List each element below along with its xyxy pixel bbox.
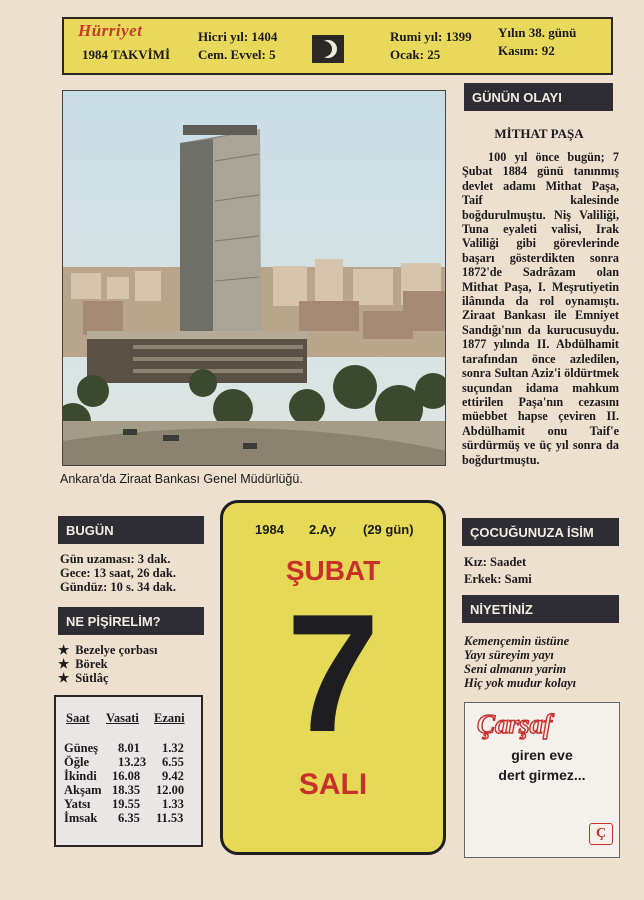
calendar-weekday: SALI <box>298 768 368 801</box>
newspaper-logo: Hürriyet <box>78 21 143 40</box>
fortune-poem <box>464 634 576 690</box>
calendar-year: 1984 <box>255 522 284 537</box>
prayer-vasati: 18.35 <box>112 783 141 797</box>
prayer-vasati: 6.35 <box>118 811 140 825</box>
calendar-month-number: 2.Ay <box>309 522 336 537</box>
night-length: Gece: 13 saat, 26 dak. <box>60 566 176 580</box>
crescent-moon-icon <box>312 35 344 63</box>
girl-name: Kız: Saadet <box>464 555 527 569</box>
ad-corner-logo: Ç <box>589 823 613 845</box>
calendar-day-card <box>220 500 446 855</box>
hicri-year: Hicri yıl: 1404 <box>198 29 278 44</box>
prayer-ezani: 1.32 <box>162 741 184 755</box>
prayer-ezani: 11.53 <box>156 811 184 825</box>
daytime-length: Gündüz: 10 s. 34 dak. <box>60 580 177 594</box>
ziraat-bank-photo <box>62 90 446 466</box>
ad-slogan-line: giren eve <box>511 747 573 763</box>
calendar-header <box>62 17 613 75</box>
kasim-day: Kasım: 92 <box>498 43 555 58</box>
prayer-ezani: 9.42 <box>162 769 184 783</box>
prayer-vasati: 16.08 <box>112 769 141 783</box>
star-icon: ★ <box>58 643 70 657</box>
poem-line: Hiç yok mudur kolayı <box>464 676 577 690</box>
prayer-vasati: 19.55 <box>112 797 141 811</box>
rumi-year: Rumi yıl: 1399 <box>390 29 472 44</box>
event-title: MİTHAT PAŞA <box>494 126 584 141</box>
menu-item: ★ Sütlâç <box>58 671 109 685</box>
calendar-day-number: 7 <box>286 579 380 767</box>
ocak-day: Ocak: 25 <box>390 47 441 62</box>
menu-item: ★ Börek <box>58 657 108 671</box>
prayer-name: İkindi <box>64 769 97 783</box>
bugun-label: BUGÜN <box>58 516 204 544</box>
ad-brand-logo: Çarşaf <box>477 709 553 739</box>
prayer-name: Akşam <box>64 783 102 797</box>
photo-caption: Ankara'da Ziraat Bankası Genel Müdürlüğü. <box>60 472 303 486</box>
prayer-vasati: 13.23 <box>118 755 147 769</box>
prayer-name: Yatsı <box>64 797 91 811</box>
prayer-name: Öğle <box>64 755 89 769</box>
ne-pisirelim-label: NE PİŞİRELİM? <box>58 607 204 635</box>
takvim-title: 1984 TAKVİMİ <box>82 47 170 62</box>
calendar-month-days: (29 gün) <box>363 522 414 537</box>
event-text: 100 yıl önce bugün; 7 Şubat 1884 günü tanınmış devlet adamı Mithat Paşa, Taif kalesinde boğdurulmuştu. Niş Valiliği, Tuna eyaleti valisi, Irak Valiliği gibi görevlerinde başarı gösterdikten sonra 1872'de Sadrâzam olan Mithat Paşa, I. Meşrutiyetin ilânında da rol oynamıştı. Ziraat Bankası ile Emniyet Sandığı'nın da kurucusuydu. 1877 yılında II. Abdülhamit tarafından önce azledilen, sonra Sultan Aziz'i öldürtmek suçundan idama mahkum ettirilen Paşa'nın cezasını müebbet hapse çeviren II. Abdülhamit onu Taif'e sürdürmüş ve üç yıl sonra da boğdurtmuştu. <box>462 150 619 467</box>
day-lengthening: Gün uzaması: 3 dak. <box>60 552 171 566</box>
star-icon: ★ <box>58 671 70 685</box>
cemre-evvel: Cem. Evvel: 5 <box>198 47 276 62</box>
star-icon: ★ <box>58 657 70 671</box>
gunun-olayi-label: GÜNÜN OLAYI <box>464 83 613 111</box>
carsaf-advertisement <box>464 702 620 858</box>
day-of-year: Yılın 38. günü <box>498 25 577 40</box>
niyetiniz-label: NİYETİNİZ <box>462 595 619 623</box>
prayer-times-table <box>54 695 203 847</box>
prayer-ezani: 12.00 <box>156 783 185 797</box>
boy-name: Erkek: Sami <box>464 572 532 586</box>
poem-line: Seni almanın yarim <box>464 662 567 676</box>
col-header-ezani: Ezani <box>154 711 185 725</box>
col-header-vasati: Vasati <box>106 711 139 725</box>
prayer-vasati: 8.01 <box>118 741 140 755</box>
menu-item: ★ Bezelye çorbası <box>58 643 158 657</box>
ad-slogan-line: dert girmez... <box>498 767 586 783</box>
poem-line: Yayı süreyim yayı <box>464 648 554 662</box>
prayer-name: Güneş <box>64 741 99 755</box>
poem-line: Kemençemin üstüne <box>464 634 570 648</box>
prayer-ezani: 6.55 <box>162 755 184 769</box>
prayer-name: İmsak <box>64 811 98 825</box>
col-header-saat: Saat <box>66 711 90 725</box>
cocugunuza-isim-label: ÇOCUĞUNUZA İSİM <box>462 518 619 546</box>
prayer-ezani: 1.33 <box>162 797 184 811</box>
calendar-month-name: ŞUBAT <box>285 555 381 586</box>
